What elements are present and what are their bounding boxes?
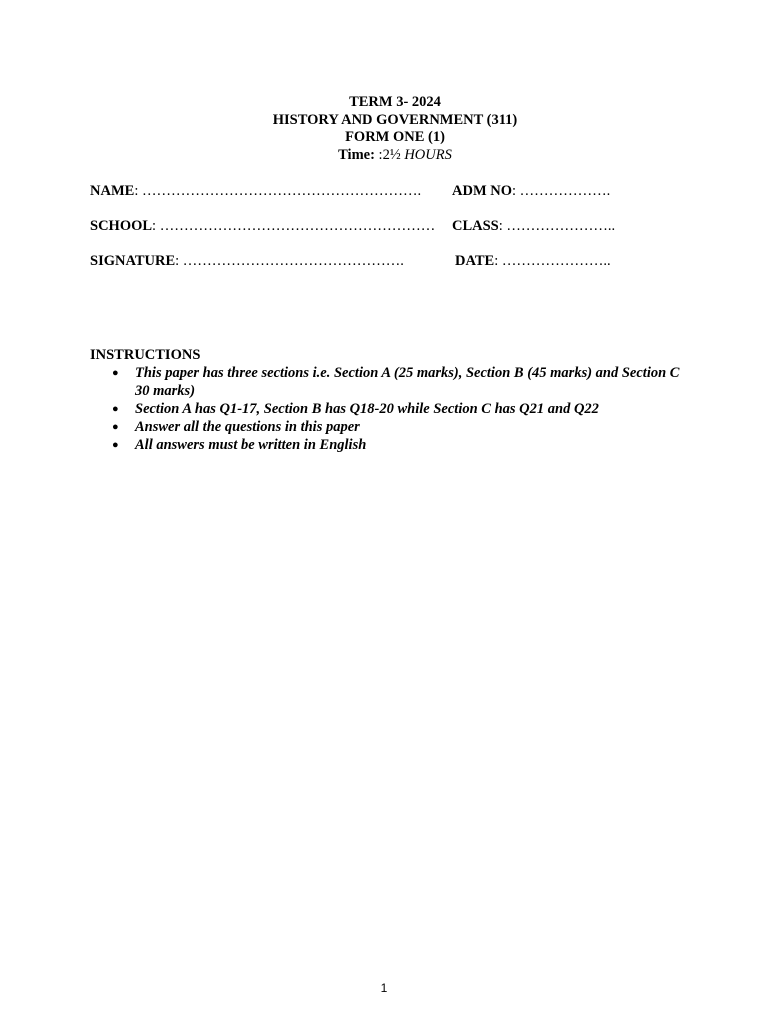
date-row bbox=[455, 252, 611, 270]
instruction-text: All answers must be written in English bbox=[135, 437, 367, 453]
name-row bbox=[90, 182, 421, 200]
school-field[interactable]: : ………………………………………………… bbox=[152, 218, 436, 234]
signature-row bbox=[90, 252, 404, 270]
instruction-text: Section A has Q1-17, Section B has Q18-20 while Section C has Q21 and Q22 bbox=[135, 401, 599, 417]
adm-field[interactable]: : ………………. bbox=[512, 183, 611, 199]
signature-field[interactable]: : ………………………………………. bbox=[175, 253, 404, 269]
instructions-section bbox=[90, 346, 690, 454]
class-field[interactable]: : ………………….. bbox=[498, 218, 616, 234]
name-label: NAME bbox=[90, 183, 135, 199]
signature-label: SIGNATURE bbox=[90, 253, 176, 269]
instruction-text: This paper has three sections i.e. Section A (25 marks), Section B (45 marks) and Section C 30 marks) bbox=[135, 365, 680, 399]
adm-row bbox=[452, 182, 610, 200]
list-item bbox=[90, 400, 690, 418]
time-value: :2½ bbox=[374, 146, 405, 163]
subject-line: HISTORY AND GOVERNMENT (311) bbox=[272, 111, 518, 128]
bullet-icon: ● bbox=[112, 421, 119, 433]
class-label: CLASS bbox=[452, 218, 499, 234]
instructions-list bbox=[90, 364, 690, 454]
list-item bbox=[90, 418, 690, 436]
page-number: 1 bbox=[380, 981, 388, 995]
date-label: DATE bbox=[455, 253, 495, 269]
school-row bbox=[90, 217, 435, 235]
list-item bbox=[90, 436, 690, 454]
form-line: FORM ONE (1) bbox=[345, 129, 445, 145]
bullet-icon: ● bbox=[112, 403, 119, 415]
list-item bbox=[90, 364, 690, 400]
bullet-icon: ● bbox=[112, 367, 119, 379]
class-row bbox=[452, 217, 615, 235]
exam-header bbox=[0, 94, 768, 164]
term-line: TERM 3- 2024 bbox=[349, 94, 441, 110]
instruction-text: Answer all the questions in this paper bbox=[135, 419, 360, 435]
instructions-title: INSTRUCTIONS bbox=[90, 347, 201, 363]
time-label: Time: bbox=[338, 146, 375, 163]
date-field[interactable]: : ………………….. bbox=[494, 253, 611, 269]
time-line bbox=[0, 147, 768, 165]
name-field[interactable]: : …………………………………………………. bbox=[134, 183, 422, 199]
bullet-icon: ● bbox=[112, 439, 119, 451]
time-unit: HOURS bbox=[404, 146, 452, 163]
school-label: SCHOOL bbox=[90, 218, 153, 234]
adm-label: ADM NO bbox=[452, 183, 513, 199]
